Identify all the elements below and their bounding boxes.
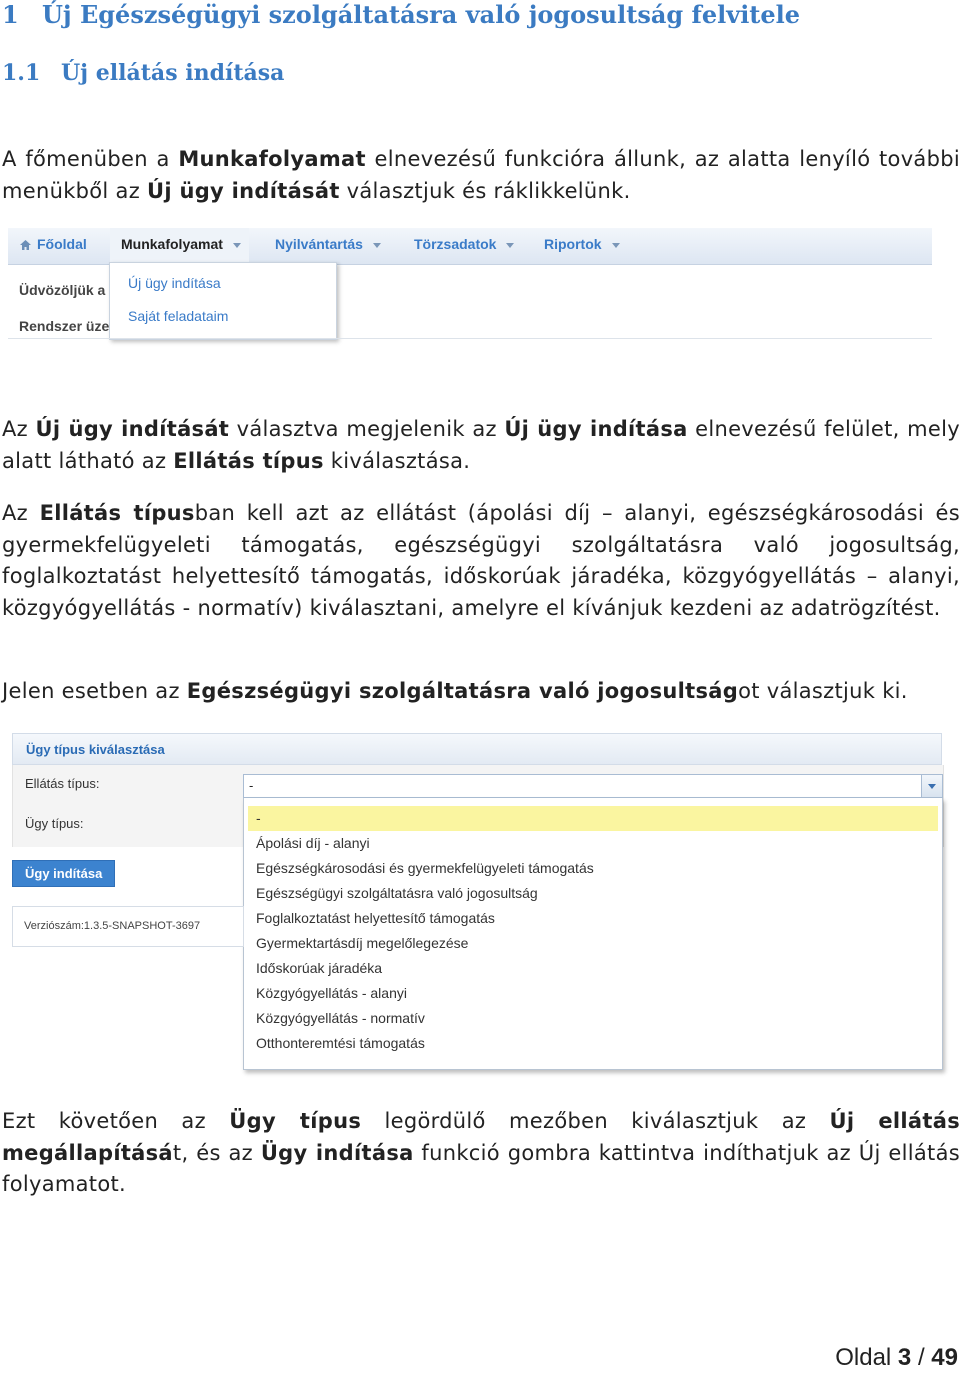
text-run: elnevezésű funkcióra állunk, az alatta lenyíló további menükből az bbox=[2, 147, 960, 203]
text-run: t, és az bbox=[172, 1140, 261, 1165]
welcome-text: Üdvözöljük a bbox=[19, 282, 106, 298]
current-page: 3 bbox=[897, 1344, 912, 1371]
heading-1-text: Új Egészségügyi szolgáltatásra való jogosultság felvitele bbox=[42, 0, 801, 29]
system-message-text: Rendszer üze bbox=[19, 318, 110, 334]
text-run: választva megjelenik az bbox=[229, 417, 505, 441]
option-item[interactable]: Közgyógyellátás - normatív bbox=[256, 1010, 425, 1026]
menu-item-munkafolyamat[interactable] bbox=[110, 228, 249, 264]
menu-item-label: Munkafolyamat bbox=[121, 236, 223, 252]
menu-item-label: Nyilvántartás bbox=[275, 236, 363, 252]
menu-item-label: Riportok bbox=[544, 236, 602, 252]
paragraph-4 bbox=[2, 676, 960, 708]
bold-run: Ellátás típus bbox=[39, 501, 195, 525]
menu-item-fooldal[interactable] bbox=[20, 228, 87, 264]
option-item[interactable]: Egészségügyi szolgáltatásra való jogosultság bbox=[256, 885, 538, 901]
home-icon bbox=[20, 240, 31, 250]
bold-run: Új ügy indítása bbox=[504, 417, 688, 441]
chevron-down-icon bbox=[612, 243, 620, 248]
paragraph-2 bbox=[2, 414, 960, 477]
text-run: Ezt követően az bbox=[2, 1109, 230, 1133]
text-run: kiválasztása. bbox=[323, 448, 471, 473]
bold-run: Új ügy indítását bbox=[147, 178, 340, 203]
option-item[interactable]: Időskorúak járadéka bbox=[256, 960, 383, 976]
ellatas-tipus-options bbox=[243, 798, 943, 1070]
menu-item-nyilvantartas[interactable] bbox=[275, 228, 381, 264]
heading-2-number: 1.1 bbox=[2, 60, 41, 86]
bold-run: Munkafolyamat bbox=[178, 147, 366, 171]
menu-screenshot bbox=[8, 228, 932, 340]
version-label: Verziószám:1.3.5-SNAPSHOT-3697 bbox=[12, 906, 244, 947]
text-run: Az bbox=[2, 501, 40, 525]
bold-run: Új ellátás megállapításá bbox=[2, 1109, 960, 1165]
option-item[interactable]: Ápolási díj - alanyi bbox=[256, 835, 370, 851]
option-item[interactable]: Egészségkárosodási és gyermekfelügyeleti támogatás bbox=[256, 860, 594, 876]
chevron-down-icon bbox=[928, 784, 936, 789]
bold-run: Ellátás típus bbox=[173, 448, 324, 473]
bold-run: Új ügy indítását bbox=[35, 417, 230, 441]
ellatas-tipus-select[interactable] bbox=[243, 774, 943, 798]
text-run: választjuk és ráklikkelünk. bbox=[339, 178, 631, 203]
bold-run: Ügy típus bbox=[229, 1109, 362, 1133]
divider bbox=[8, 338, 932, 339]
paragraph-3 bbox=[2, 498, 960, 624]
heading-2-text: Új ellátás indítása bbox=[61, 60, 285, 86]
main-menu-bar bbox=[8, 228, 932, 265]
option-item[interactable]: Otthonteremtési támogatás bbox=[256, 1035, 425, 1051]
option-item[interactable]: Gyermektartásdíj megelőlegezése bbox=[256, 935, 469, 951]
dropdown-item-uj-ugy-inditasa[interactable]: Új ügy indítása bbox=[128, 275, 221, 291]
footer-separator: / bbox=[911, 1344, 932, 1371]
select-toggle[interactable] bbox=[921, 775, 942, 797]
menu-item-label: Főoldal bbox=[37, 236, 87, 252]
footer-prefix: Oldal bbox=[835, 1344, 898, 1371]
menu-item-label: Törzsadatok bbox=[414, 236, 497, 252]
chevron-down-icon bbox=[506, 243, 514, 248]
option-item[interactable]: - bbox=[248, 806, 938, 831]
text-run: ot választjuk ki. bbox=[738, 679, 908, 703]
ugy-tipus-label: Ügy típus: bbox=[25, 816, 84, 831]
munkafolyamat-dropdown bbox=[109, 262, 337, 340]
heading-1-number: 1 bbox=[2, 0, 19, 29]
text-run: legördülő mezőben kiválasztjuk az bbox=[361, 1109, 830, 1133]
chevron-down-icon bbox=[373, 243, 381, 248]
bold-run: Ügy indítása bbox=[260, 1140, 414, 1165]
text-run: elnevezésű felület, mely alatt látható az bbox=[2, 417, 960, 473]
text-run: funkció gombra kattintva indíthatjuk az Új ellátás folyamatot. bbox=[2, 1140, 960, 1196]
paragraph-1 bbox=[2, 144, 960, 207]
ugy-inditasa-button[interactable]: Ügy indítása bbox=[12, 860, 115, 887]
text-run: A főmenüben a bbox=[2, 147, 179, 171]
text-run: ban kell azt az ellátást (ápolási díj – alanyi, egészségkárosodási és gyermekfelügyeleti támogatás, egészségügyi szolgáltatásra való jogosultság, foglalkoztatást helyettesítő támogatás, időskorúak járadéka, közgyógyellátás – alanyi, közgyógyellátás - normatív) kiválasztani, amelyre el kívánjuk kezdeni az adatrögzítést. bbox=[2, 501, 960, 620]
text-run: Az bbox=[2, 417, 36, 441]
paragraph-5 bbox=[2, 1106, 960, 1201]
menu-item-torzsadatok[interactable] bbox=[414, 228, 514, 264]
select-value: - bbox=[249, 778, 254, 793]
page-number bbox=[835, 1344, 958, 1372]
option-item[interactable]: Közgyógyellátás - alanyi bbox=[256, 985, 407, 1001]
option-item[interactable]: Foglalkoztatást helyettesítő támogatás bbox=[256, 910, 495, 926]
form-screenshot bbox=[12, 733, 944, 1075]
bold-run: Egészségügyi szolgáltatásra való jogosultság bbox=[186, 679, 739, 703]
dropdown-item-sajat-feladataim[interactable]: Saját feladataim bbox=[128, 308, 229, 324]
heading-1 bbox=[2, 0, 800, 29]
total-pages: 49 bbox=[931, 1344, 958, 1371]
ellatas-tipus-label: Ellátás típus: bbox=[25, 776, 100, 791]
menu-item-riportok[interactable] bbox=[544, 228, 620, 264]
heading-2 bbox=[2, 60, 284, 86]
chevron-down-icon bbox=[233, 243, 241, 248]
panel-title: Ügy típus kiválasztása bbox=[12, 733, 942, 765]
text-run: Jelen esetben az bbox=[2, 679, 187, 703]
